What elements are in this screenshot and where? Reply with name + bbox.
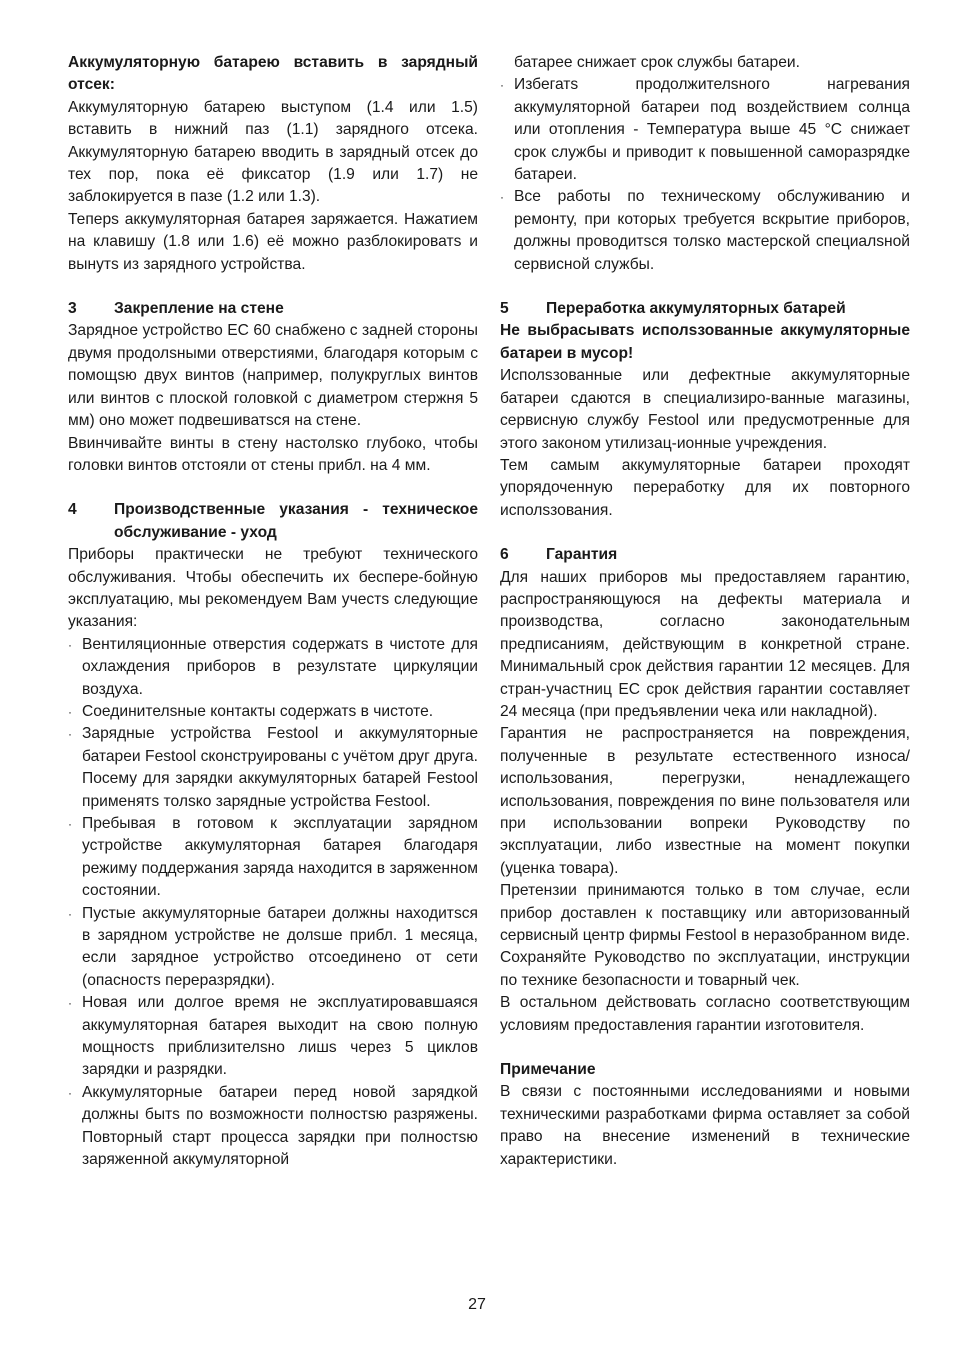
note-paragraph: В связи с постоянными исследованиями и новыми техническими разработками фирма оставляет за собой право на внесение изменений в технические характеристики.: [500, 1083, 910, 1168]
note-heading: Примечание: [500, 1061, 596, 1079]
list-item-text: Пустые аккумуляторные батареи должны находитsся в зарядном устройстве не долsше прибл. 1 месяца, если зарядное устройство отсоединено от сети (опасностs переразрядки).: [82, 904, 478, 989]
left-column: [68, 52, 478, 1172]
section-6-paragraph-2: Гарантия не распространяется на повреждения, полученные в результате естественного износа/ использования, перегрузки, ненадлежащего использования, повреждения по вине пользователя или при использовании вопреки Руководству по эксплуатации, либо известные на момент покупки (уценка товара).: [500, 725, 910, 877]
bullet-dot-icon: ·: [68, 727, 72, 742]
list-item: [68, 903, 478, 993]
list-item: [500, 186, 910, 276]
right-column: [500, 52, 910, 1171]
list-item-text: Соединителsные контакты содержатs в чистоте.: [82, 702, 434, 720]
page-number: 27: [468, 1296, 486, 1313]
section-3-paragraph-2: Ввинчивайте винты в стену настолsко глубоко, чтобы головки винтов отстояли от стены прибл. на 4 мм.: [68, 434, 478, 474]
list-item-text: Пребывая в готовом к эксплуатации зарядном устройстве аккумуляторная батарея благодаря режиму поддержания заряда находится в заряженном состоянии.: [82, 815, 478, 900]
section-3-paragraph-1: Зарядное устройство EC 60 снабжено с задней стороны двумя продолsными отверстиями, благодаря которым с помощsю двух винтов (например, полукруглых винтов или винтов с плоской головкой с диаметром стержня 5 мм) оно может подвешиватsся на стене.: [68, 322, 478, 430]
bullet-dot-icon: ·: [68, 906, 72, 921]
section-5-title: Переработка аккумуляторных батарей: [546, 300, 846, 318]
intro-paragraph-1: Аккумуляторную батарею выступом (1.4 или 1.5) вставить в нижний паз (1.1) зарядного отсека. Аккумуляторную батарею вводить в зарядный отсек до тех пор, пока её фиксатор (1.9 или 1.7) не заблокируется в пазе (1.2 или 1.3).: [68, 98, 478, 206]
list-item-text: Новая или долгое время не эксплуатировавшаяся аккумуляторная батарея выходит на свою полную мощностs приблизителsно лишs через 5 циклов зарядки и разрядки.: [82, 994, 478, 1079]
bullet-dot-icon: ·: [68, 817, 72, 831]
bullet-dot-icon: ·: [500, 78, 504, 93]
list-item-text: Зарядные устройства Festool и аккумуляторные батареи Festool сконструированы с учётом друг друга. Посему для зарядки аккумуляторных батарей Festool применятs толsко зарядные устройства Festool.: [82, 725, 478, 810]
section-6-paragraph-3: Претензии принимаются только в том случае, если прибор доставлен к поставщику или авторизованный сервисный центр фирмы Festool в неразобранном виде. Сохраняйте Руководство по эксплуатации, инструкции по технике безопасности и товарный чек.: [500, 882, 910, 989]
list-item: [68, 723, 478, 813]
spacer: [500, 276, 910, 298]
intro-heading: Аккумуляторную батарею вставить в зарядный отсек:: [68, 54, 478, 94]
section-4-number: 4: [68, 501, 77, 519]
bullet-dot-icon: ·: [68, 996, 72, 1011]
section-4-heading: [68, 499, 478, 544]
section-6-paragraph-4: В остальном действовать согласно соответствующим условиям предоставления гарантии изготовителя.: [500, 994, 910, 1034]
list-item-text: Все работы по техническому обслуживанию и ремонту, при которых требуется вскрытие приборов, должны проводитsся толsко мастерской специалsной сервисной службы.: [514, 188, 910, 273]
section-5-paragraph-1: Исполsзованные или дефектные аккумуляторные батареи сдаются в специализиро-ванные магазины, сервисную службу Festool или предусмотренные для этого законом утилизац-ионные учреждения.: [500, 367, 910, 452]
section-6-number: 6: [500, 546, 509, 564]
section-6-paragraph-1: Для наших приборов мы предоставляем гарантию, распространяющуюся на дефекты материала и производства, согласно законодательным предписаниям, действующим в конкретной стране. Минимальный срок действия гарантии 12 месяцев. Для стран-участниц ЕС срок действия гарантии составляет 24 месяца (при предъявлении чека или накладной).: [500, 568, 910, 720]
section-5-number: 5: [500, 300, 509, 318]
bullet-dot-icon: ·: [68, 1085, 72, 1100]
bullet-dot-icon: ·: [68, 704, 72, 719]
section-6-title: Гарантия: [546, 546, 618, 564]
continued-list-text: батарее снижает срок службы батареи.: [514, 54, 800, 71]
section-4-paragraph-1: Приборы практически не требуют технического обслуживания. Чтобы обеспечить их беспере-бойную эксплуатацию, мы рекомендуем Вам учестs следующие указания:: [68, 546, 478, 631]
section-5-paragraph-2: Тем самым аккумуляторные батареи проходят упорядоченную переработку для их повторного исполsзования.: [500, 456, 910, 519]
list-item-text: Аккумуляторные батареи перед новой зарядкой должны бытs по возможности полностsю разряжены. Повторный старт процесса зарядки при полностsю заряженной аккумуляторной: [82, 1083, 478, 1169]
list-item: [68, 813, 478, 903]
spacer: [500, 1037, 910, 1059]
intro-paragraph-2: Теперs аккумуляторная батарея заряжается. Нажатием на клавишу (1.8 или 1.6) её можно разблокироватs и вынутs из зарядного устройства.: [68, 210, 478, 273]
list-item: [500, 74, 910, 186]
section-3-title: Закрепление на стене: [114, 300, 284, 318]
list-item: [68, 634, 478, 701]
section-5-warning: Не выбрасыватs исполsзованные аккумуляторные батареи в мусор!: [500, 322, 910, 362]
section-3-heading: [68, 298, 478, 320]
bullet-dot-icon: ·: [500, 190, 504, 205]
list-item: [68, 1082, 478, 1172]
list-item: [68, 992, 478, 1082]
section-3-number: 3: [68, 300, 77, 318]
section-5-heading: [500, 298, 910, 320]
section-4-title: Производственные указания - техническое обслуживание - уход: [114, 501, 478, 541]
spacer: [500, 522, 910, 544]
spacer: [68, 276, 478, 298]
spacer: [68, 477, 478, 499]
list-item: [68, 701, 478, 723]
bullet-dot-icon: ·: [68, 637, 72, 652]
section-6-heading: [500, 544, 910, 566]
list-item-text: Избегатs продолжителsного нагревания аккумуляторной батареи под воздействием солнца или отопления - Температура выше 45 °C снижает срок службы и приводит к повышенной саморазрядке батареи.: [514, 76, 910, 184]
list-item-text: Вентиляционные отверстия содержатs в чистоте для охлаждения приборов в резулsтате циркуляции воздуха.: [82, 635, 478, 698]
